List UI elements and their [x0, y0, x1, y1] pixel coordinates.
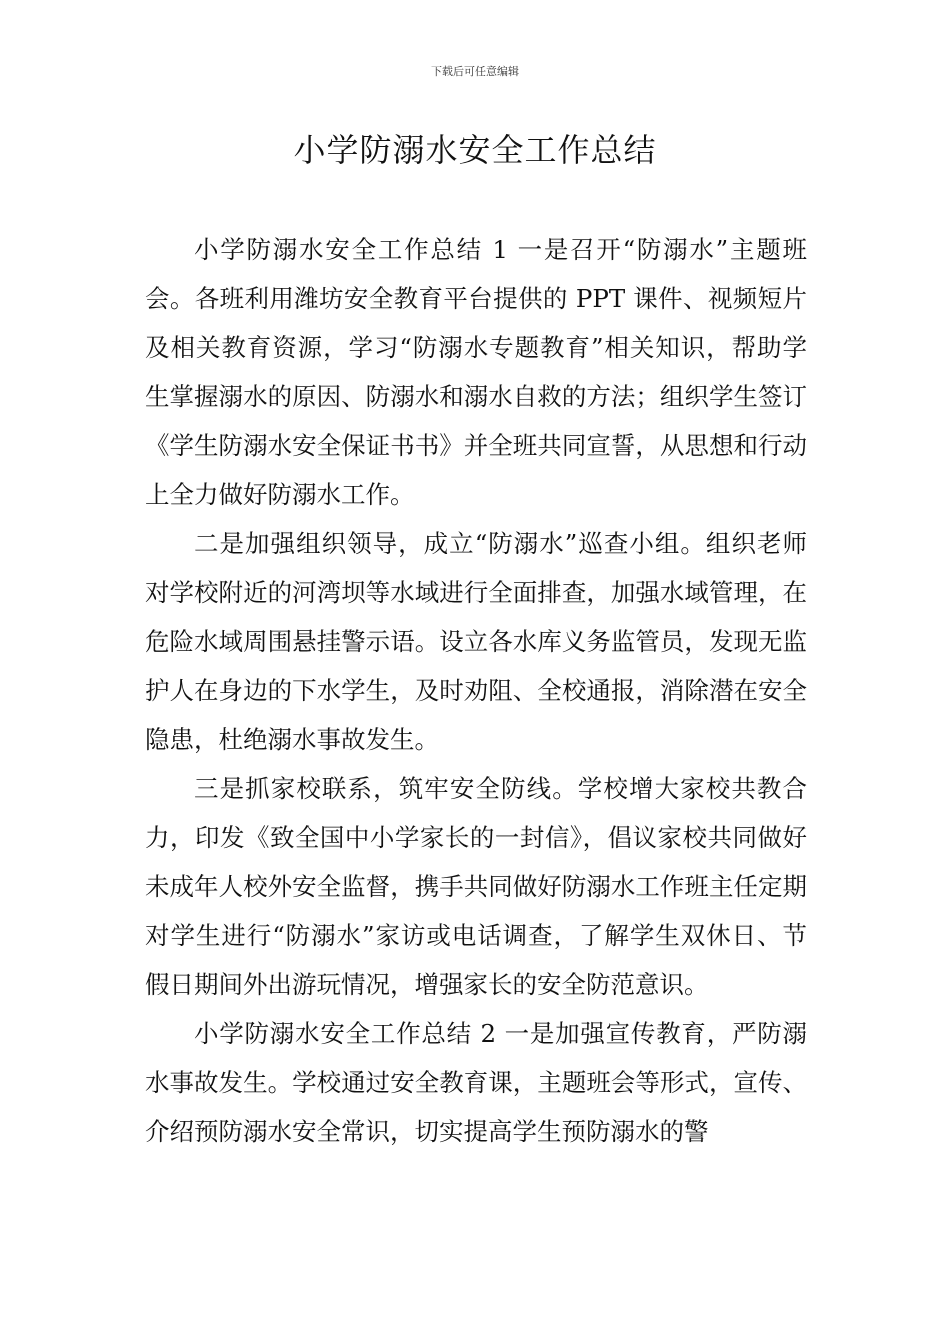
paragraph-4: 小学防溺水安全工作总结 2 一是加强宣传教育，严防溺水事故发生。学校通过安全教育课，主题班会等形式，宣传、介绍预防溺水安全常识，切实提高学生预防溺水的警 [145, 1019, 807, 1146]
paragraph-2: 二是加强组织领导，成立“防溺水”巡查小组。组织老师对学校附近的河湾坝等水域进行全面排查，加强水域管理，在危险水域周围悬挂警示语。设立各水库义务监管员，发现无监护人在身边的下水学生，及时劝阻、全校通报，消除潜在安全隐患，杜绝溺水事故发生。 [145, 529, 807, 754]
document-title: 小学防溺水安全工作总结 [293, 131, 657, 169]
header-note: 下载后可任意编辑 [431, 65, 519, 78]
paragraph-1: 小学防溺水安全工作总结 1 一是召开“防溺水”主题班会。各班利用潍坊安全教育平台提供的 PPT 课件、视频短片及相关教育资源，学习“防溺水专题教育”相关知识，帮助学生掌握溺水的原因、防溺水和溺水自救的方法；组织学生签订《学生防溺水安全保证书书》并全班共同宣誓，从思想和行动上全力做好防溺水工作。 [145, 235, 807, 509]
paragraph-3: 三是抓家校联系，筑牢安全防线。学校增大家校共教合力，印发《致全国中小学家长的一封信》，倡议家校共同做好未成年人校外安全监督，携手共同做好防溺水工作班主任定期对学生进行“防溺水”家访或电话调查，了解学生双休日、节假日期间外出游玩情况，增强家长的安全防范意识。 [145, 774, 807, 999]
document-body [145, 225, 807, 1156]
